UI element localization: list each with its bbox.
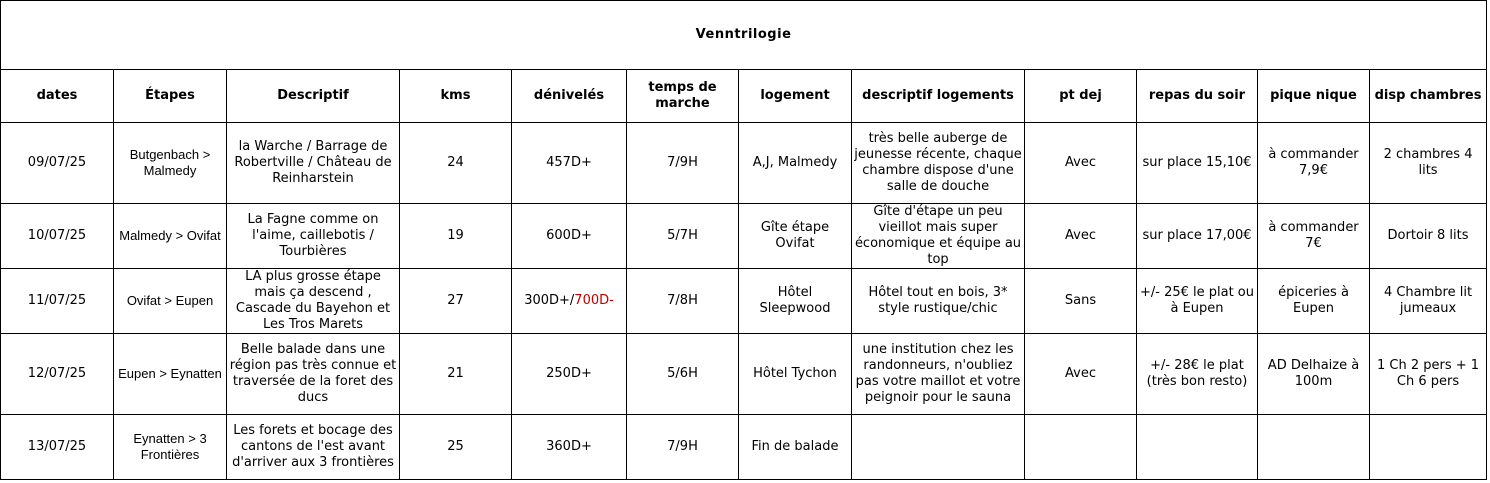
cell-pt-dej: Sans xyxy=(1025,269,1137,334)
denivele-pos: 360D+ xyxy=(546,439,592,454)
cell-chambres: 2 chambres 4 lits xyxy=(1370,123,1487,204)
cell-descriptif: la Warche / Barrage de Robertville / Château de Reinharstein xyxy=(227,123,400,204)
table-row xyxy=(1,269,1487,334)
header-temps: temps de marche xyxy=(627,70,739,123)
header-repas: repas du soir xyxy=(1137,70,1258,123)
cell-descriptif: Les forets et bocage des cantons de l'est avant d'arriver aux 3 frontières xyxy=(227,415,400,480)
cell-pique-nique: AD Delhaize à 100m xyxy=(1258,334,1370,415)
cell-date: 12/07/25 xyxy=(1,334,114,415)
cell-chambres xyxy=(1370,415,1487,480)
cell-etape: Malmedy > Ovifat xyxy=(114,204,227,269)
cell-logement: Hôtel Tychon xyxy=(739,334,852,415)
cell-chambres: 1 Ch 2 pers + 1 Ch 6 pers xyxy=(1370,334,1487,415)
header-dates: dates xyxy=(1,70,114,123)
cell-descriptif-logement: Gîte d'étape un peu vieillot mais super économique et équipe au top xyxy=(852,204,1025,269)
cell-denivele xyxy=(512,334,627,415)
denivele-neg: 700D- xyxy=(574,293,614,308)
cell-descriptif: Belle balade dans une région pas très connue et traversée de la foret des ducs xyxy=(227,334,400,415)
cell-temps: 7/9H xyxy=(627,415,739,480)
cell-repas xyxy=(1137,415,1258,480)
cell-logement: Hôtel Sleepwood xyxy=(739,269,852,334)
cell-chambres: 4 Chambre lit jumeaux xyxy=(1370,269,1487,334)
cell-temps: 5/6H xyxy=(627,334,739,415)
cell-pique-nique: épiceries à Eupen xyxy=(1258,269,1370,334)
cell-descriptif-logement xyxy=(852,415,1025,480)
cell-descriptif: LA plus grosse étape mais ça descend , Cascade du Bayehon et Les Tros Marets xyxy=(227,269,400,334)
denivele-pos: 600D+ xyxy=(546,228,592,243)
table-row xyxy=(1,123,1487,204)
header-pique-nique: pique nique xyxy=(1258,70,1370,123)
header-row xyxy=(1,70,1487,123)
header-descriptif-logements: descriptif logements xyxy=(852,70,1025,123)
cell-repas: +/- 28€ le plat (très bon resto) xyxy=(1137,334,1258,415)
cell-repas: sur place 17,00€ xyxy=(1137,204,1258,269)
cell-kms: 27 xyxy=(400,269,512,334)
cell-temps: 7/8H xyxy=(627,269,739,334)
denivele-pos: 250D+ xyxy=(546,366,592,381)
header-descriptif: Descriptif xyxy=(227,70,400,123)
cell-descriptif-logement: très belle auberge de jeunesse récente, chaque chambre dispose d'une salle de douche xyxy=(852,123,1025,204)
cell-denivele xyxy=(512,123,627,204)
cell-descriptif: La Fagne comme on l'aime, caillebotis / Tourbières xyxy=(227,204,400,269)
table-row xyxy=(1,204,1487,269)
cell-pt-dej xyxy=(1025,415,1137,480)
cell-date: 11/07/25 xyxy=(1,269,114,334)
cell-denivele xyxy=(512,415,627,480)
cell-pt-dej: Avec xyxy=(1025,204,1137,269)
cell-pt-dej: Avec xyxy=(1025,334,1137,415)
cell-kms: 21 xyxy=(400,334,512,415)
header-kms: kms xyxy=(400,70,512,123)
cell-repas: +/- 25€ le plat ou à Eupen xyxy=(1137,269,1258,334)
cell-date: 09/07/25 xyxy=(1,123,114,204)
cell-etape: Butgenbach > Malmedy xyxy=(114,123,227,204)
cell-chambres: Dortoir 8 lits xyxy=(1370,204,1487,269)
cell-temps: 5/7H xyxy=(627,204,739,269)
cell-kms: 24 xyxy=(400,123,512,204)
header-etapes: Étapes xyxy=(114,70,227,123)
header-deniveles: dénivelés xyxy=(512,70,627,123)
cell-logement: Gîte étape Ovifat xyxy=(739,204,852,269)
cell-etape: Eynatten > 3 Frontières xyxy=(114,415,227,480)
cell-pt-dej: Avec xyxy=(1025,123,1137,204)
cell-temps: 7/9H xyxy=(627,123,739,204)
table-row xyxy=(1,334,1487,415)
denivele-pos: 457D+ xyxy=(546,155,592,170)
cell-date: 10/07/25 xyxy=(1,204,114,269)
cell-kms: 25 xyxy=(400,415,512,480)
cell-date: 13/07/25 xyxy=(1,415,114,480)
cell-pique-nique: à commander 7€ xyxy=(1258,204,1370,269)
denivele-pos: 300D+/ xyxy=(524,293,575,308)
cell-etape: Ovifat > Eupen xyxy=(114,269,227,334)
header-logement: logement xyxy=(739,70,852,123)
header-pt-dej: pt dej xyxy=(1025,70,1137,123)
cell-descriptif-logement: une institution chez les randonneurs, n'oubliez pas votre maillot et votre peignoir pour le sauna xyxy=(852,334,1025,415)
table-row xyxy=(1,415,1487,480)
cell-repas: sur place 15,10€ xyxy=(1137,123,1258,204)
cell-descriptif-logement: Hôtel tout en bois, 3* style rustique/chic xyxy=(852,269,1025,334)
page-title: Venntrilogie xyxy=(1,1,1487,70)
cell-denivele xyxy=(512,269,627,334)
cell-logement: A,J, Malmedy xyxy=(739,123,852,204)
cell-logement: Fin de balade xyxy=(739,415,852,480)
cell-etape: Eupen > Eynatten xyxy=(114,334,227,415)
cell-pique-nique: à commander 7,9€ xyxy=(1258,123,1370,204)
header-disp-chambres: disp chambres xyxy=(1370,70,1487,123)
cell-pique-nique xyxy=(1258,415,1370,480)
cell-denivele xyxy=(512,204,627,269)
cell-kms: 19 xyxy=(400,204,512,269)
